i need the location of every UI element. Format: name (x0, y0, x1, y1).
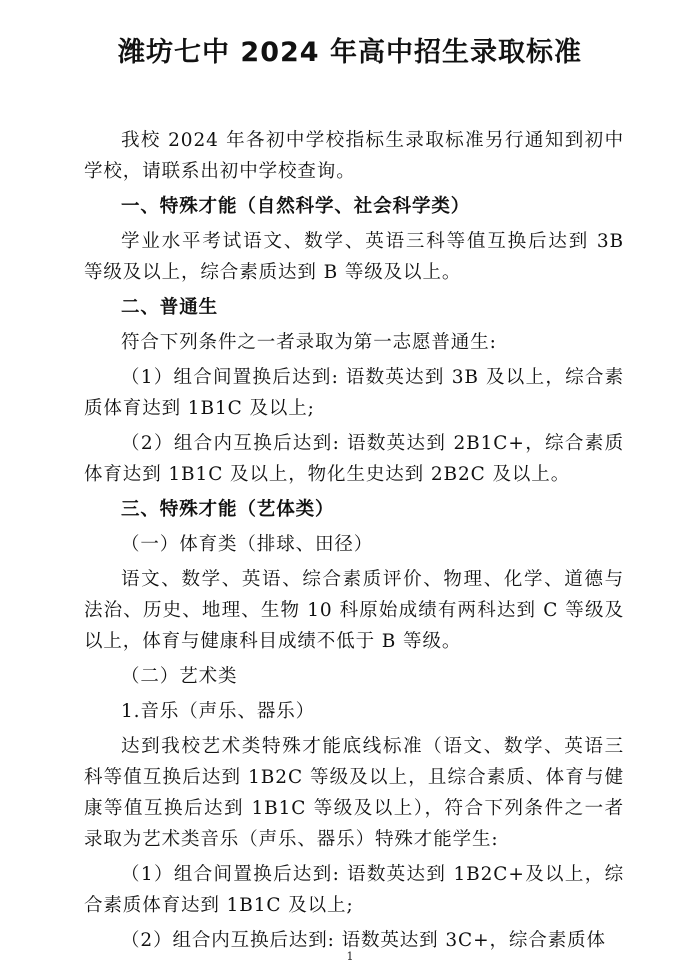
music-item-1: （1）组合间置换后达到: 语数英达到 1B2C+及以上，综合素质体育达到 1B1C 及以上; (84, 864, 624, 916)
document-title: 潍坊七中 2024 年高中招生录取标准 (118, 37, 582, 68)
document-body (84, 125, 624, 960)
section-2-item-2: （2）组合内互换后达到: 语数英达到 2B1C+，综合素质体育达到 1B1C 及以上，物化生史达到 2B2C 及以上。 (84, 433, 624, 485)
music-item-2: （2）组合内互换后达到: 语数英达到 3C+，综合素质体 (121, 930, 606, 951)
sports-text: 语文、数学、英语、综合素质评价、物理、化学、道德与法治、历史、地理、生物 10 科原始成绩有两科达到 C 等级及以上，体育与健康科目成绩不低于 B 等级。 (84, 569, 624, 652)
intro-paragraph: 我校 2024 年各初中学校指标生录取标准另行通知到初中学校，请联系出初中学校查询。 (84, 130, 624, 182)
section-2-text: 符合下列条件之一者录取为第一志愿普通生: (121, 332, 497, 353)
section-2-heading: 二、普通生 (121, 297, 219, 318)
section-1-heading: 一、特殊才能（自然科学、社会科学类） (121, 196, 471, 217)
arts-subheading: （二）艺术类 (121, 666, 238, 687)
page-number: 1 (346, 950, 354, 963)
sports-subheading: （一）体育类（排球、田径） (121, 534, 374, 555)
section-2-item-1: （1）组合间置换后达到: 语数英达到 3B 及以上，综合素质体育达到 1B1C 及以上; (84, 367, 624, 419)
section-3-heading: 三、特殊才能（艺体类） (121, 499, 335, 520)
music-text: 达到我校艺术类特殊才能底线标准（语文、数学、英语三科等值互换后达到 1B2C 等级及以上，且综合素质、体育与健康等值互换后达到 1B1C 等级及以上），符合下列条件之一者录取为艺术类音乐（声乐、器乐）特殊才能学生: (84, 736, 624, 850)
music-heading: 1.音乐（声乐、器乐） (121, 701, 316, 722)
section-1-text: 学业水平考试语文、数学、英语三科等值互换后达到 3B 等级及以上，综合素质达到 B 等级及以上。 (84, 231, 624, 283)
